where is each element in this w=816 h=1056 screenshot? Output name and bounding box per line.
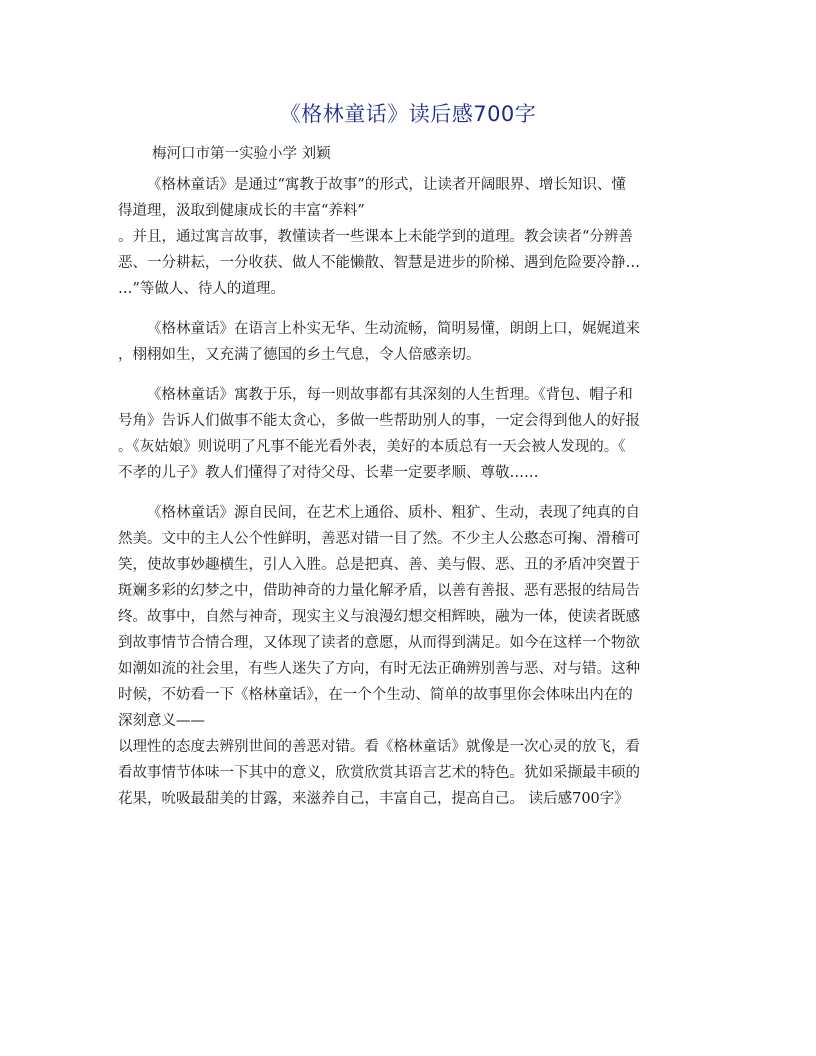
text-line: 《格林童话》源自民间，在艺术上通俗、质朴、粗犷、生动，表现了纯真的自: [147, 505, 640, 521]
text-line: 看故事情节体味一下其中的意义，欣赏欣赏其语言艺术的特色。犹如采撷最丰硕的: [118, 765, 640, 781]
text-line: 以理性的态度去辨别世间的善恶对错。看《格林童话》就像是一次心灵的放飞，看: [118, 739, 640, 755]
text-line: …”等做人、待人的道理。: [118, 281, 285, 297]
text-line: ，栩栩如生，又充满了德国的乡土气息，令人倍感亲切。: [118, 347, 481, 363]
text-line: 。并且，通过寓言故事，教懂读者一些课本上未能学到的道理。教会读者“分辨善: [118, 229, 633, 245]
text-line: 到故事情节合情合理，又体现了读者的意愿，从而得到满足。如今在这样一个物欲: [118, 635, 640, 651]
document-body: [118, 172, 698, 826]
text-line: 不孝的儿子》教人们懂得了对待父母、长辈一定要孝顺、尊敬……: [118, 465, 539, 481]
paragraph: [118, 500, 698, 734]
text-line: 如潮如流的社会里，有些人迷失了方向，有时无法正确辨别善与恶、对与错。这种: [118, 661, 640, 677]
text-line: 《格林童话》是通过“寓教于故事”的形式，让读者开阔眼界、增长知识、懂: [147, 177, 626, 193]
text-line: 然美。文中的主人公个性鲜明，善恶对错一目了然。不少主人公憨态可掬、滑稽可: [118, 531, 640, 547]
paragraph: [118, 734, 698, 812]
text-line: 《格林童话》在语言上朴实无华、生动流畅，简明易懂，朗朗上口，娓娓道来: [147, 321, 640, 337]
text-line: 花果，吮吸最甜美的甘露，来滋养自己，丰富自己，提高自己。 读后感700字》: [118, 791, 629, 807]
text-line: 深刻意义——: [118, 713, 205, 729]
paragraph: [118, 382, 698, 486]
text-line: 笑，使故事妙趣横生，引人入胜。总是把真、善、美与假、恶、丑的矛盾冲突置于: [118, 557, 640, 573]
text-line: 终。故事中，自然与神奇，现实主义与浪漫幻想交相辉映，融为一体，使读者既感: [118, 609, 640, 625]
text-line: 时候，不妨看一下《格林童话》，在一个个生动、简单的故事里你会体味出内在的: [118, 687, 633, 703]
text-line: 斑斓多彩的幻梦之中，借助神奇的力量化解矛盾，以善有善报、恶有恶报的结局告: [118, 583, 640, 599]
text-line: 。《灰姑娘》则说明了凡事不能光看外表，美好的本质总有一天会被人发现的。《: [118, 439, 626, 455]
text-line: 恶、一分耕耘，一分收获、做人不能懒散、智慧是进步的阶梯、遇到危险要冷静…: [118, 255, 640, 271]
text-line: 得道理，汲取到健康成长的丰富“养料”: [118, 203, 365, 219]
author-line: 梅河口市第一实验小学 刘颖: [152, 146, 331, 162]
text-line: 《格林童话》寓教于乐，每一则故事都有其深刻的人生哲理。《背包、帽子和: [147, 387, 633, 403]
text-line: 号角》告诉人们做事不能太贪心，多做一些帮助别人的事，一定会得到他人的好报: [118, 413, 640, 429]
paragraph: [118, 224, 698, 302]
document-title: 《格林童话》读后感700字: [279, 102, 537, 126]
paragraph: [118, 172, 698, 224]
paragraph: [118, 316, 698, 368]
